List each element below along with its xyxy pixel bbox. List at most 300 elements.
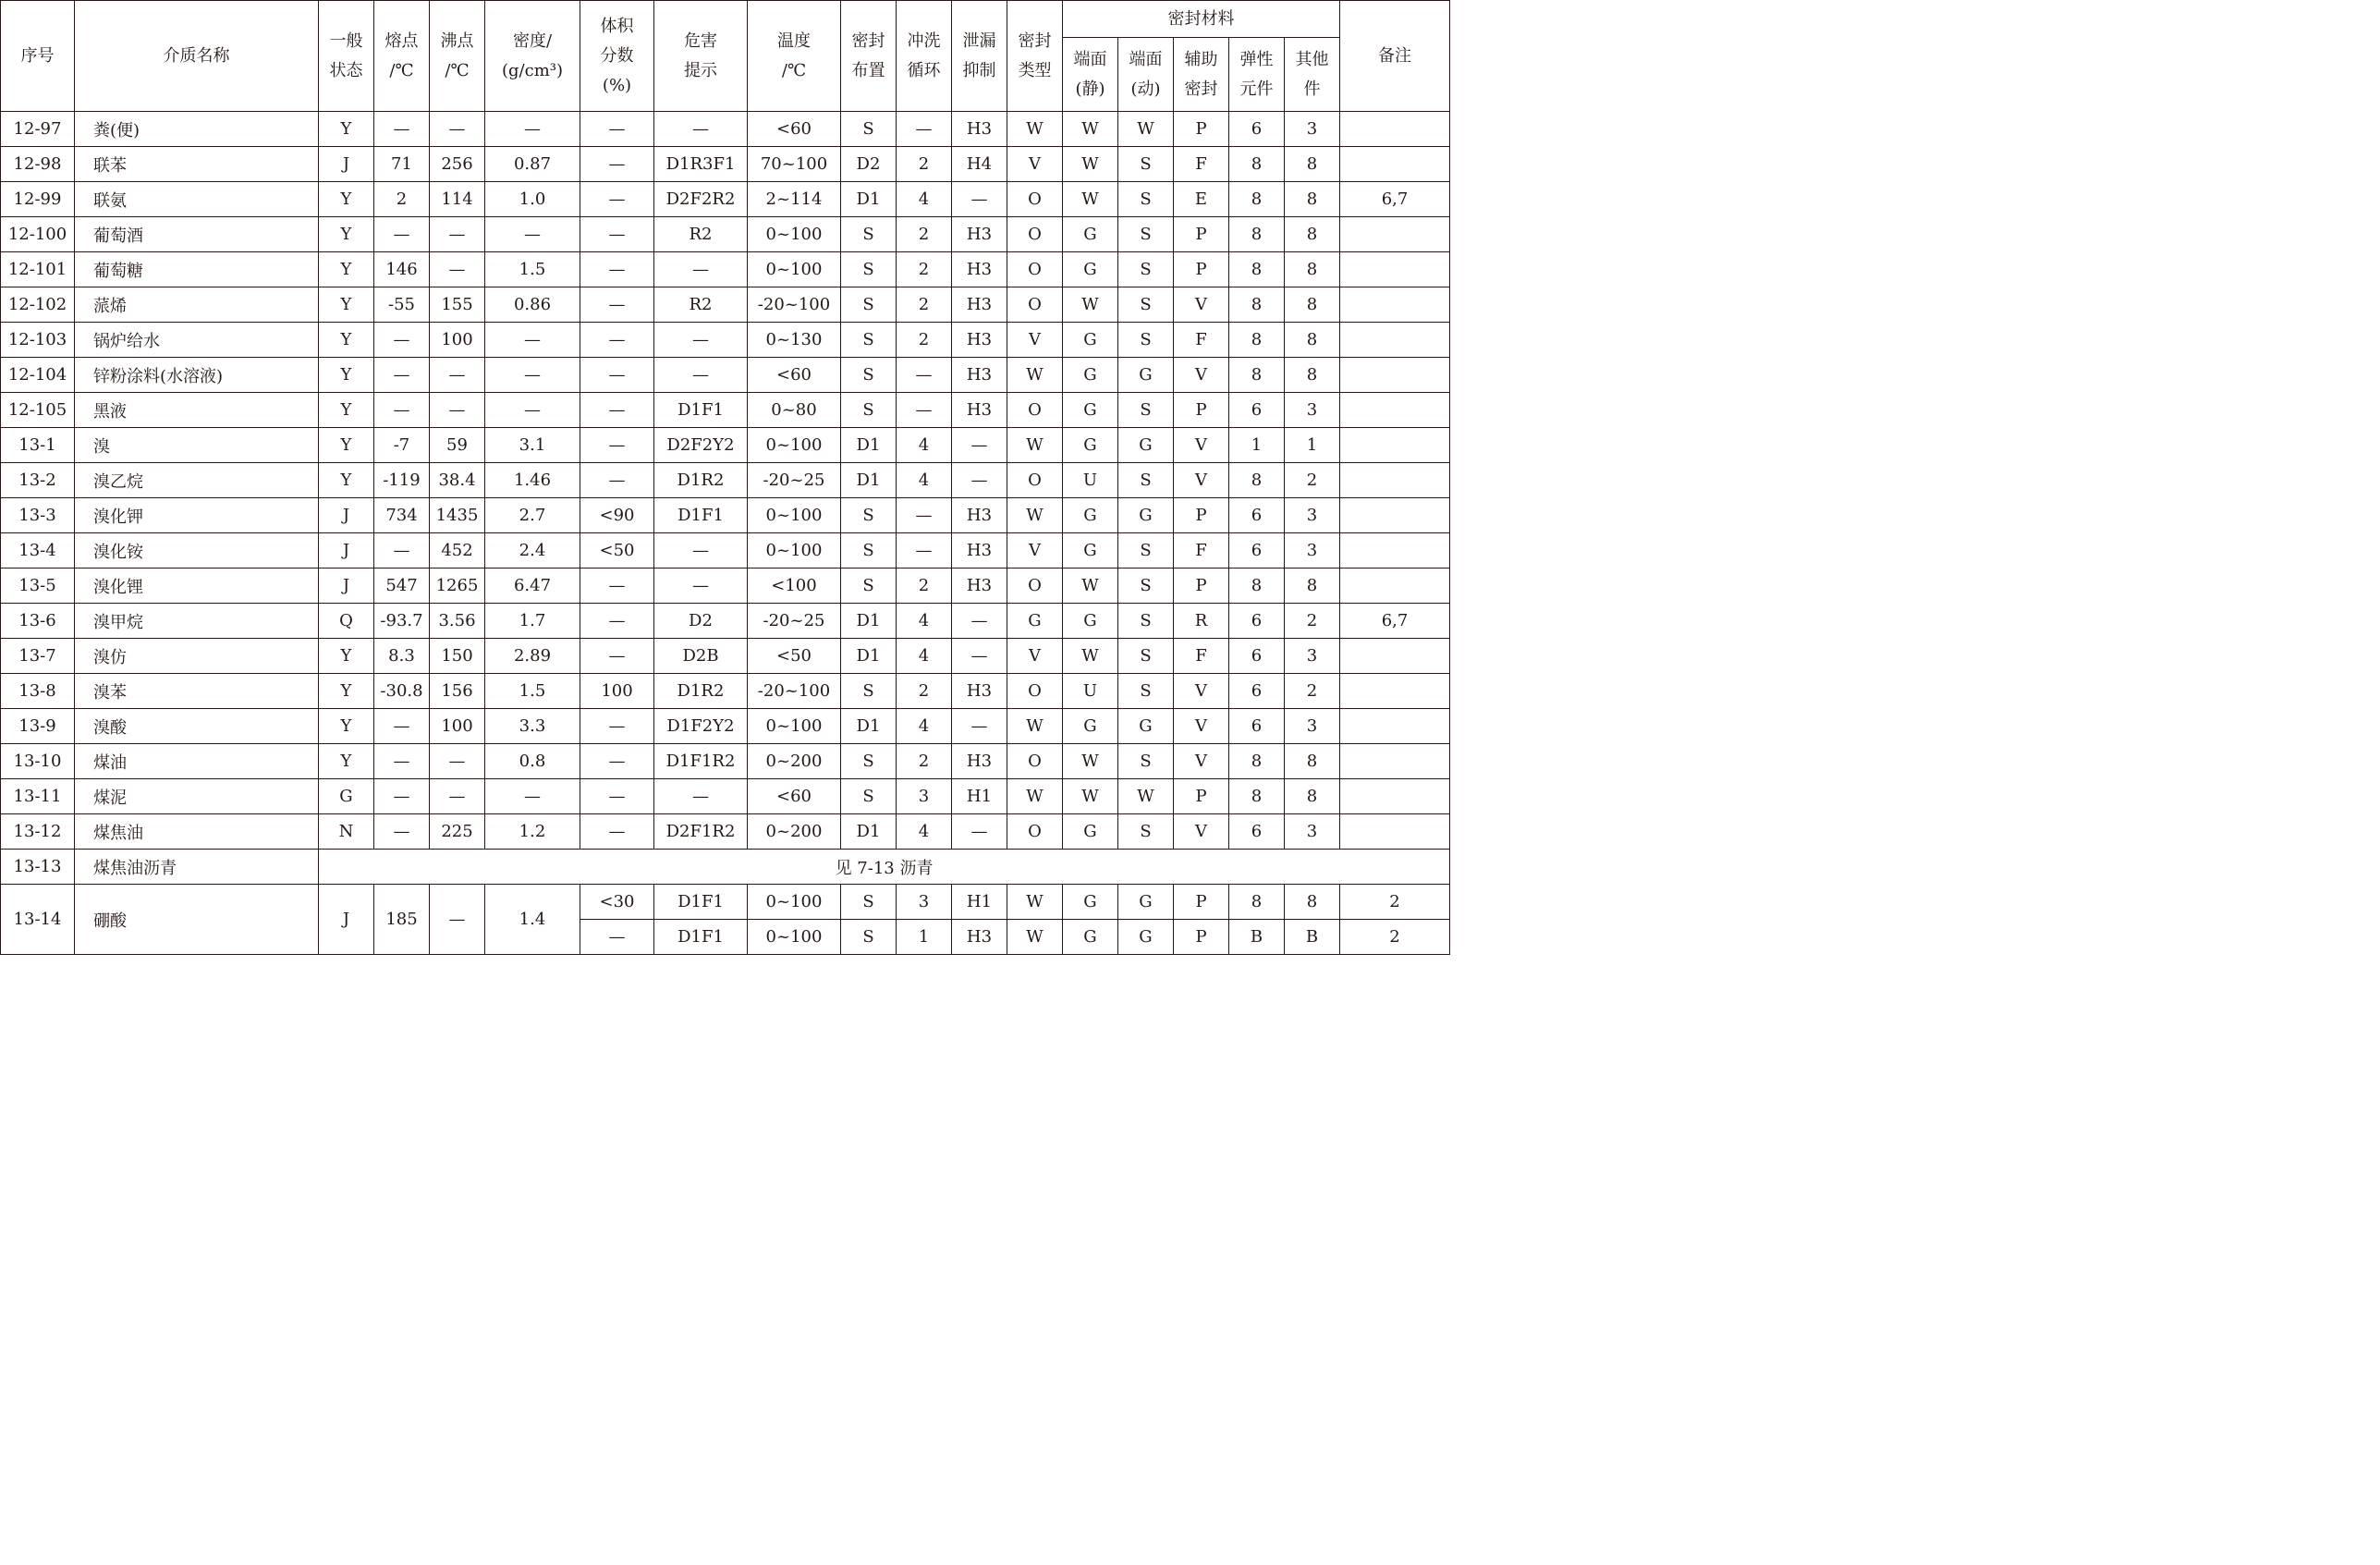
- cell-arrangement: S: [841, 920, 897, 955]
- cell-temp: 0~200: [748, 744, 841, 779]
- cell-elastic: 1: [1229, 428, 1285, 463]
- cell-remark: [1340, 498, 1450, 533]
- cell-volume: <50: [580, 533, 654, 569]
- cell-other: 8: [1285, 287, 1340, 323]
- cell-state: Y: [319, 323, 374, 358]
- cell-boiling: —: [430, 358, 485, 393]
- cell-density: 1.5: [485, 674, 580, 709]
- cell-temp: 0~100: [748, 498, 841, 533]
- cell-name: 粪(便): [75, 112, 319, 147]
- cell-flush: 4: [897, 639, 952, 674]
- cell-other: 3: [1285, 112, 1340, 147]
- cell-state: Y: [319, 393, 374, 428]
- cell-name: 溴苯: [75, 674, 319, 709]
- cell-leak: H3: [952, 393, 1007, 428]
- cell-arrangement: S: [841, 498, 897, 533]
- cell-hazard: D1R2: [654, 463, 748, 498]
- cell-melting: —: [374, 744, 430, 779]
- cell-boiling: 156: [430, 674, 485, 709]
- cell-flush: 2: [897, 252, 952, 287]
- cell-face-dynamic: G: [1118, 428, 1174, 463]
- cell-density: 3.3: [485, 709, 580, 744]
- cell-face-static: G: [1063, 323, 1118, 358]
- cell-arrangement: D1: [841, 463, 897, 498]
- cell-melting: 734: [374, 498, 430, 533]
- cell-no: 13-8: [1, 674, 75, 709]
- cell-volume: —: [580, 709, 654, 744]
- cell-aux-seal: P: [1174, 779, 1229, 814]
- cell-state: Y: [319, 428, 374, 463]
- header-elastic: 弹性 元件: [1229, 38, 1285, 112]
- cell-face-static: G: [1063, 885, 1118, 920]
- cell-name: 溴甲烷: [75, 604, 319, 639]
- cell-flush: 4: [897, 814, 952, 850]
- cell-no: 12-104: [1, 358, 75, 393]
- cell-hazard: —: [654, 112, 748, 147]
- cell-volume: —: [580, 393, 654, 428]
- cell-melting: —: [374, 533, 430, 569]
- cell-leak: H3: [952, 569, 1007, 604]
- cell-melting: —: [374, 323, 430, 358]
- cell-no: 13-5: [1, 569, 75, 604]
- cell-elastic: 6: [1229, 393, 1285, 428]
- cell-other: 3: [1285, 709, 1340, 744]
- cell-face-dynamic: S: [1118, 287, 1174, 323]
- cell-melting: —: [374, 779, 430, 814]
- cell-seal-type: W: [1007, 920, 1063, 955]
- cell-no: 13-12: [1, 814, 75, 850]
- cell-face-static: G: [1063, 217, 1118, 252]
- cell-aux-seal: F: [1174, 639, 1229, 674]
- cell-face-dynamic: S: [1118, 639, 1174, 674]
- cell-boiling: 225: [430, 814, 485, 850]
- cell-remark: [1340, 217, 1450, 252]
- cell-seal-type: W: [1007, 498, 1063, 533]
- cell-density: 0.8: [485, 744, 580, 779]
- cell-elastic: 8: [1229, 744, 1285, 779]
- cell-arrangement: S: [841, 323, 897, 358]
- header-other: 其他 件: [1285, 38, 1340, 112]
- cell-arrangement: S: [841, 393, 897, 428]
- cell-temp: 70~100: [748, 147, 841, 182]
- cell-other: 8: [1285, 147, 1340, 182]
- cell-boiling: 1435: [430, 498, 485, 533]
- cell-face-static: G: [1063, 358, 1118, 393]
- table-row: [1, 639, 1450, 674]
- cell-face-static: W: [1063, 744, 1118, 779]
- table-row: [1, 358, 1450, 393]
- cell-temp: 0~130: [748, 323, 841, 358]
- cell-temp: -20~25: [748, 463, 841, 498]
- cell-remark: [1340, 147, 1450, 182]
- cell-name: 溴乙烷: [75, 463, 319, 498]
- cell-leak: H3: [952, 323, 1007, 358]
- cell-elastic: 8: [1229, 569, 1285, 604]
- cell-temp: <60: [748, 779, 841, 814]
- cell-aux-seal: V: [1174, 709, 1229, 744]
- cell-leak: H3: [952, 744, 1007, 779]
- cell-boiling: 100: [430, 323, 485, 358]
- cell-state: Y: [319, 674, 374, 709]
- cell-hazard: D2B: [654, 639, 748, 674]
- cell-volume: —: [580, 639, 654, 674]
- cell-state: Y: [319, 463, 374, 498]
- cell-state: Y: [319, 358, 374, 393]
- cell-other: 3: [1285, 393, 1340, 428]
- header-flush: 冲洗 循环: [897, 1, 952, 112]
- cell-flush: 2: [897, 287, 952, 323]
- cell-flush: 3: [897, 779, 952, 814]
- cell-leak: H1: [952, 779, 1007, 814]
- table-row: [1, 569, 1450, 604]
- cell-aux-seal: P: [1174, 885, 1229, 920]
- cell-hazard: R2: [654, 217, 748, 252]
- cell-leak: H3: [952, 920, 1007, 955]
- cell-leak: —: [952, 463, 1007, 498]
- cell-state: Y: [319, 744, 374, 779]
- table-row: [1, 112, 1450, 147]
- cell-no: 13-14: [1, 885, 75, 955]
- table-body: [1, 112, 1450, 955]
- cell-remark: [1340, 814, 1450, 850]
- cell-boiling: 100: [430, 709, 485, 744]
- cell-melting: 185: [374, 885, 430, 955]
- cell-state: Q: [319, 604, 374, 639]
- cell-arrangement: D1: [841, 814, 897, 850]
- cell-other: 8: [1285, 779, 1340, 814]
- cell-melting: —: [374, 393, 430, 428]
- cell-remark: [1340, 533, 1450, 569]
- cell-aux-seal: P: [1174, 498, 1229, 533]
- cell-seal-type: O: [1007, 393, 1063, 428]
- header-temp: 温度 /℃: [748, 1, 841, 112]
- cell-density: 0.86: [485, 287, 580, 323]
- cell-volume: —: [580, 252, 654, 287]
- cell-boiling: 114: [430, 182, 485, 217]
- cell-density: 1.2: [485, 814, 580, 850]
- cell-face-static: W: [1063, 182, 1118, 217]
- cell-no: 13-11: [1, 779, 75, 814]
- cell-melting: -55: [374, 287, 430, 323]
- cell-flush: 2: [897, 569, 952, 604]
- cell-volume: —: [580, 287, 654, 323]
- cell-flush: 2: [897, 217, 952, 252]
- cell-density: 1.0: [485, 182, 580, 217]
- header-volume: 体积 分数 (%): [580, 1, 654, 112]
- cell-melting: 146: [374, 252, 430, 287]
- cell-state: J: [319, 533, 374, 569]
- cell-boiling: —: [430, 393, 485, 428]
- cell-elastic: 6: [1229, 709, 1285, 744]
- cell-temp: -20~100: [748, 287, 841, 323]
- cell-remark: [1340, 463, 1450, 498]
- cell-aux-seal: R: [1174, 604, 1229, 639]
- cell-elastic: 6: [1229, 604, 1285, 639]
- cell-face-static: U: [1063, 463, 1118, 498]
- cell-elastic: 8: [1229, 358, 1285, 393]
- cell-temp: <60: [748, 112, 841, 147]
- cell-name: 锌粉涂料(水溶液): [75, 358, 319, 393]
- cell-seal-type: W: [1007, 709, 1063, 744]
- cell-other: 3: [1285, 639, 1340, 674]
- table-row: [1, 533, 1450, 569]
- table-row: [1, 674, 1450, 709]
- cell-remark: [1340, 639, 1450, 674]
- cell-aux-seal: P: [1174, 217, 1229, 252]
- cell-state: Y: [319, 182, 374, 217]
- cell-elastic: 8: [1229, 779, 1285, 814]
- cell-other: 8: [1285, 182, 1340, 217]
- header-leak: 泄漏 抑制: [952, 1, 1007, 112]
- table-row-13-13: [1, 850, 1450, 885]
- cell-arrangement: S: [841, 358, 897, 393]
- cell-no: 13-4: [1, 533, 75, 569]
- cell-volume: —: [580, 920, 654, 955]
- cell-no: 12-99: [1, 182, 75, 217]
- cell-temp: 0~100: [748, 885, 841, 920]
- cell-volume: —: [580, 147, 654, 182]
- cell-other: 2: [1285, 463, 1340, 498]
- cell-hazard: D2F2R2: [654, 182, 748, 217]
- cell-density: —: [485, 217, 580, 252]
- cell-arrangement: D1: [841, 182, 897, 217]
- cell-face-dynamic: S: [1118, 674, 1174, 709]
- cell-no: 13-9: [1, 709, 75, 744]
- cell-temp: 0~100: [748, 252, 841, 287]
- cell-hazard: —: [654, 533, 748, 569]
- cell-face-static: W: [1063, 639, 1118, 674]
- cell-temp: 0~100: [748, 709, 841, 744]
- cell-seal-type: W: [1007, 112, 1063, 147]
- cell-no: 12-98: [1, 147, 75, 182]
- cell-arrangement: S: [841, 569, 897, 604]
- cell-density: 3.1: [485, 428, 580, 463]
- cell-melting: —: [374, 358, 430, 393]
- cell-face-static: G: [1063, 252, 1118, 287]
- cell-volume: —: [580, 463, 654, 498]
- cell-aux-seal: P: [1174, 112, 1229, 147]
- cell-hazard: —: [654, 358, 748, 393]
- cell-name: 煤泥: [75, 779, 319, 814]
- cell-temp: <50: [748, 639, 841, 674]
- cell-seal-type: W: [1007, 779, 1063, 814]
- cell-flush: 4: [897, 604, 952, 639]
- cell-melting: -119: [374, 463, 430, 498]
- cell-volume: —: [580, 744, 654, 779]
- cell-other: 8: [1285, 252, 1340, 287]
- cell-name: 蒎烯: [75, 287, 319, 323]
- cell-name: 溴化钾: [75, 498, 319, 533]
- cell-name: 煤焦油: [75, 814, 319, 850]
- cell-volume: —: [580, 112, 654, 147]
- cell-density: —: [485, 779, 580, 814]
- cell-seal-type: V: [1007, 147, 1063, 182]
- cell-volume: —: [580, 814, 654, 850]
- cell-temp: 0~100: [748, 533, 841, 569]
- cell-no: 12-102: [1, 287, 75, 323]
- cell-see-note: 见 7-13 沥青: [319, 850, 1450, 885]
- cell-boiling: 1265: [430, 569, 485, 604]
- cell-elastic: 8: [1229, 252, 1285, 287]
- cell-no: 13-2: [1, 463, 75, 498]
- cell-other: 3: [1285, 498, 1340, 533]
- cell-flush: 2: [897, 744, 952, 779]
- cell-density: 2.7: [485, 498, 580, 533]
- cell-melting: 8.3: [374, 639, 430, 674]
- cell-remark: [1340, 779, 1450, 814]
- cell-density: —: [485, 323, 580, 358]
- cell-other: 8: [1285, 323, 1340, 358]
- header-arrangement: 密封 布置: [841, 1, 897, 112]
- cell-temp: 2~114: [748, 182, 841, 217]
- cell-seal-type: W: [1007, 358, 1063, 393]
- cell-melting: -93.7: [374, 604, 430, 639]
- cell-hazard: R2: [654, 287, 748, 323]
- cell-other: 8: [1285, 217, 1340, 252]
- cell-seal-type: O: [1007, 463, 1063, 498]
- header-melting: 熔点 /℃: [374, 1, 430, 112]
- cell-volume: —: [580, 217, 654, 252]
- table-row: [1, 604, 1450, 639]
- cell-name: 葡萄糖: [75, 252, 319, 287]
- table-row: [1, 323, 1450, 358]
- cell-remark: [1340, 287, 1450, 323]
- cell-state: Y: [319, 252, 374, 287]
- cell-density: 1.4: [485, 885, 580, 955]
- cell-face-static: G: [1063, 428, 1118, 463]
- cell-aux-seal: V: [1174, 428, 1229, 463]
- cell-volume: —: [580, 323, 654, 358]
- cell-melting: -7: [374, 428, 430, 463]
- header-boiling: 沸点 /℃: [430, 1, 485, 112]
- cell-boiling: 256: [430, 147, 485, 182]
- cell-elastic: 8: [1229, 287, 1285, 323]
- cell-name: 葡萄酒: [75, 217, 319, 252]
- cell-state: Y: [319, 287, 374, 323]
- cell-elastic: 8: [1229, 323, 1285, 358]
- cell-other: 8: [1285, 885, 1340, 920]
- table-header: [1, 1, 1450, 112]
- cell-flush: —: [897, 358, 952, 393]
- cell-elastic: 8: [1229, 463, 1285, 498]
- cell-volume: —: [580, 604, 654, 639]
- cell-seal-type: O: [1007, 182, 1063, 217]
- cell-state: Y: [319, 709, 374, 744]
- cell-density: —: [485, 393, 580, 428]
- cell-aux-seal: P: [1174, 920, 1229, 955]
- cell-volume: —: [580, 358, 654, 393]
- cell-arrangement: S: [841, 779, 897, 814]
- cell-volume: <90: [580, 498, 654, 533]
- cell-aux-seal: P: [1174, 252, 1229, 287]
- cell-leak: H3: [952, 358, 1007, 393]
- table-row: [1, 252, 1450, 287]
- cell-no: 12-100: [1, 217, 75, 252]
- cell-density: —: [485, 358, 580, 393]
- cell-arrangement: S: [841, 112, 897, 147]
- cell-aux-seal: V: [1174, 814, 1229, 850]
- header-face-static: 端面 (静): [1063, 38, 1118, 112]
- cell-other: 3: [1285, 533, 1340, 569]
- cell-face-dynamic: W: [1118, 779, 1174, 814]
- cell-leak: H3: [952, 287, 1007, 323]
- cell-state: J: [319, 147, 374, 182]
- cell-temp: -20~100: [748, 674, 841, 709]
- cell-name: 溴化锂: [75, 569, 319, 604]
- cell-other: B: [1285, 920, 1340, 955]
- cell-seal-type: O: [1007, 217, 1063, 252]
- cell-remark: [1340, 428, 1450, 463]
- cell-arrangement: S: [841, 674, 897, 709]
- cell-flush: —: [897, 498, 952, 533]
- cell-leak: —: [952, 639, 1007, 674]
- cell-other: 3: [1285, 814, 1340, 850]
- cell-hazard: D2: [654, 604, 748, 639]
- cell-no: 12-105: [1, 393, 75, 428]
- cell-boiling: 3.56: [430, 604, 485, 639]
- cell-temp: <100: [748, 569, 841, 604]
- cell-face-dynamic: W: [1118, 112, 1174, 147]
- cell-remark: [1340, 674, 1450, 709]
- cell-no: 12-101: [1, 252, 75, 287]
- cell-volume: —: [580, 779, 654, 814]
- cell-aux-seal: E: [1174, 182, 1229, 217]
- cell-flush: 4: [897, 463, 952, 498]
- cell-aux-seal: V: [1174, 674, 1229, 709]
- cell-other: 2: [1285, 604, 1340, 639]
- cell-remark: [1340, 569, 1450, 604]
- cell-face-dynamic: S: [1118, 323, 1174, 358]
- cell-name: 煤焦油沥青: [75, 850, 319, 885]
- table-row: [1, 147, 1450, 182]
- table-row-13-14-a: [1, 885, 1450, 920]
- cell-face-dynamic: S: [1118, 393, 1174, 428]
- table-row: [1, 393, 1450, 428]
- cell-arrangement: D1: [841, 428, 897, 463]
- cell-other: 8: [1285, 569, 1340, 604]
- cell-face-dynamic: S: [1118, 147, 1174, 182]
- cell-elastic: 8: [1229, 182, 1285, 217]
- cell-face-static: G: [1063, 709, 1118, 744]
- cell-hazard: D1F1: [654, 393, 748, 428]
- cell-face-dynamic: S: [1118, 744, 1174, 779]
- cell-aux-seal: F: [1174, 147, 1229, 182]
- cell-flush: 1: [897, 920, 952, 955]
- cell-aux-seal: V: [1174, 744, 1229, 779]
- cell-seal-type: O: [1007, 569, 1063, 604]
- cell-seal-type: V: [1007, 323, 1063, 358]
- cell-no: 13-6: [1, 604, 75, 639]
- cell-boiling: 155: [430, 287, 485, 323]
- cell-arrangement: S: [841, 252, 897, 287]
- cell-state: J: [319, 885, 374, 955]
- cell-face-static: W: [1063, 569, 1118, 604]
- table-row: [1, 744, 1450, 779]
- cell-face-dynamic: S: [1118, 182, 1174, 217]
- cell-arrangement: S: [841, 217, 897, 252]
- cell-seal-type: O: [1007, 287, 1063, 323]
- cell-density: 0.87: [485, 147, 580, 182]
- cell-leak: H1: [952, 885, 1007, 920]
- cell-remark: [1340, 112, 1450, 147]
- cell-face-static: W: [1063, 287, 1118, 323]
- cell-remark: [1340, 393, 1450, 428]
- cell-name: 联氨: [75, 182, 319, 217]
- cell-aux-seal: P: [1174, 569, 1229, 604]
- cell-arrangement: D1: [841, 604, 897, 639]
- cell-aux-seal: V: [1174, 287, 1229, 323]
- cell-hazard: —: [654, 569, 748, 604]
